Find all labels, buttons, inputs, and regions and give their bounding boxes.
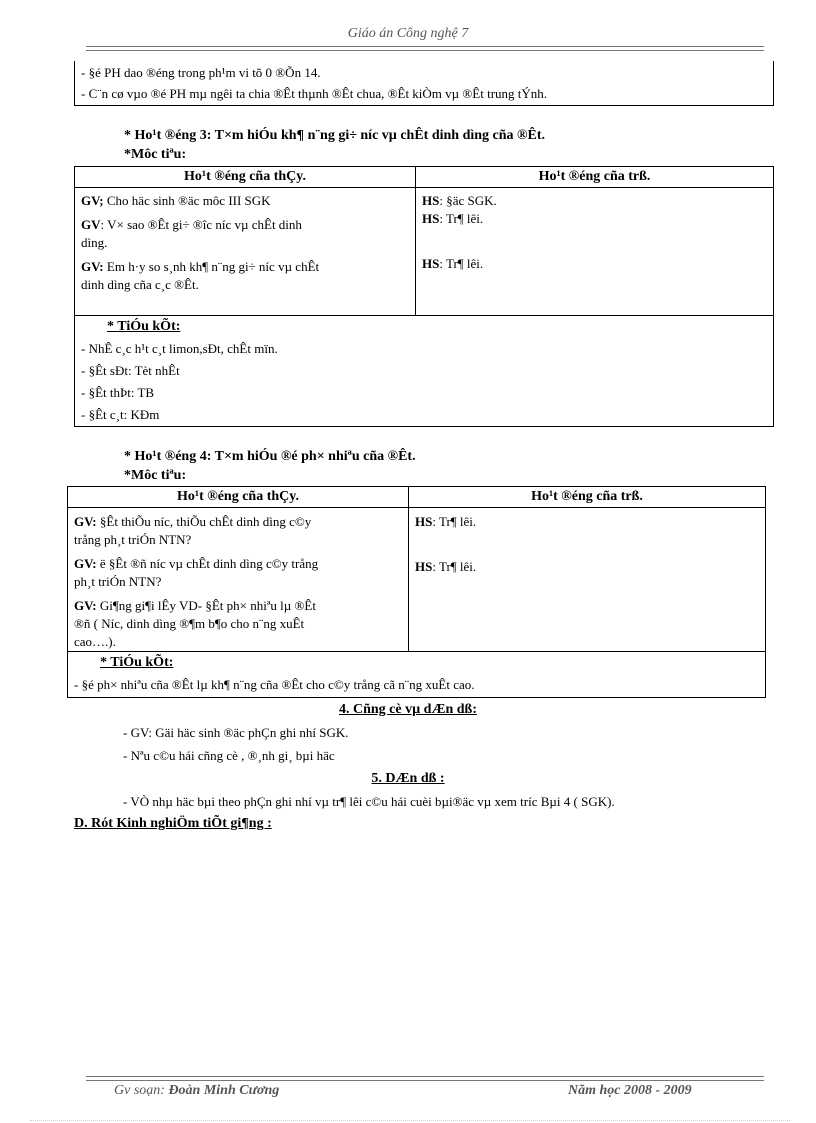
activity-4-title: * Ho¹t ®éng 4: T×m hiÓu ®é ph× nhiªu cña ®Êt. [124,449,416,464]
footer-author-name: Đoàn Minh Cương [168,1083,280,1098]
section-4-title: 4. Cñng cè vµ dÆn dß: [339,702,477,717]
student-line: HS: Tr¶ lêi. [415,559,477,574]
teacher-column-header: Ho¹t ®éng cña thÇy. [68,487,409,508]
student-activity-cell [409,508,766,652]
student-line: HS: Tr¶ lêi. [415,514,477,529]
teacher-line: GV: §Êt thiÕu níc, thiÕu chÊt dinh dìng c©y [74,514,312,529]
summary-line: - NhÊ c¸c h¹t c¸t limon,sÐt, chÊt mïn. [81,341,278,356]
teacher-line: GV: V× sao ®Êt gi÷ ®îc níc vµ chÊt dinh [81,217,302,232]
summary-title: * TiÓu kÕt: [107,319,181,334]
teacher-line: ®ñ ( Níc, dinh dìng ®¶m b¶o cho n¨ng xuÊt [74,616,305,631]
activity-4-summary [68,652,766,698]
student-column-header: Ho¹t ®éng cña trß. [416,167,774,188]
footer-author [114,1083,279,1099]
activity-3-objective: *Môc tiªu: [124,147,187,162]
teacher-column-header: Ho¹t ®éng cña thÇy. [75,167,416,188]
student-line: HS: §äc SGK. [422,193,497,208]
footer-author-label: Gv soạn: [114,1083,169,1098]
summary-line: - §é ph× nhiªu cña ®Êt lµ kh¶ n¨ng cña ®Êt cho c©y trång cã n¨ng xuÊt cao. [74,677,475,692]
section-d-title: D. Rót Kinh nghiÖm tiÕt gi¶ng : [74,816,272,831]
footer-divider [86,1076,764,1081]
activity-4-table [67,486,766,698]
section-4-line: - Nªu c©u hái cñng cè , ®¸nh gi¸ bµi häc [123,748,335,763]
page-header-title: Giáo án Công nghệ 7 [347,26,469,41]
activity-4-objective: *Môc tiªu: [124,468,187,483]
top-continuation-box [74,61,774,106]
teacher-line: GV; Cho häc sinh ®äc môc III SGK [81,193,271,208]
section-5-line: - VÒ nhµ häc bµi theo phÇn ghi nhí vµ tr¶ lêi c©u hái cuèi bµi®äc vµ xem tríc Bµi 4 ( SGK). [123,794,615,809]
teacher-line: ph¸t triÓn NTN? [74,574,162,589]
summary-line: - §Êt thÞt: TB [81,385,155,400]
student-line: HS: Tr¶ lêi. [422,256,484,271]
activity-3-title: * Ho¹t ®éng 3: T×m hiÓu kh¶ n¨ng gi÷ níc vµ chÊt dinh dìng cña ®Êt. [124,128,546,143]
teacher-line: GV: ë §Êt ®ñ níc vµ chÊt dinh dìng c©y trång [74,556,319,571]
activity-3-table [74,166,774,427]
teacher-activity-cell [75,188,416,316]
header-divider [86,46,764,51]
teacher-line: GV: Em h·y so s¸nh kh¶ n¨ng gi÷ níc vµ chÊt [81,259,320,274]
teacher-activity-cell [68,508,409,652]
student-column-header: Ho¹t ®éng cña trß. [409,487,766,508]
student-line: HS: Tr¶ lêi. [422,211,484,226]
summary-line: - §Êt sÐt: Tèt nhÊt [81,363,180,378]
page-bottom-divider [30,1120,790,1121]
section-4-line: - GV: Gäi häc sinh ®äc phÇn ghi nhí SGK. [123,725,349,740]
teacher-line: cao….). [74,634,116,649]
teacher-line: GV: Gi¶ng gi¶i lÊy VD- §Êt ph× nhiªu lµ ®Êt [74,598,316,613]
teacher-line: trång ph¸t triÓn NTN? [74,532,192,547]
activity-3-summary [75,316,774,427]
teacher-line: dinh dìng cña c¸c ®Êt. [81,277,199,292]
summary-line: - §Êt c¸t: KÐm [81,407,160,422]
teacher-line: dìng. [81,235,108,250]
student-activity-cell [416,188,774,316]
summary-title: * TiÓu kÕt: [100,655,174,670]
footer-year: Năm học 2008 - 2009 [568,1083,692,1098]
top-box-line: - §é PH dao ®éng trong ph¹m vi tõ 0 ®Õn 14. [81,65,321,80]
top-box-line: - C¨n cø vµo ®é PH mµ ngêi ta chia ®Êt thµnh ®Êt chua, ®Êt kiÒm vµ ®Êt trung tÝnh. [81,86,548,101]
section-5-title: 5. DÆn dß : [371,771,445,786]
